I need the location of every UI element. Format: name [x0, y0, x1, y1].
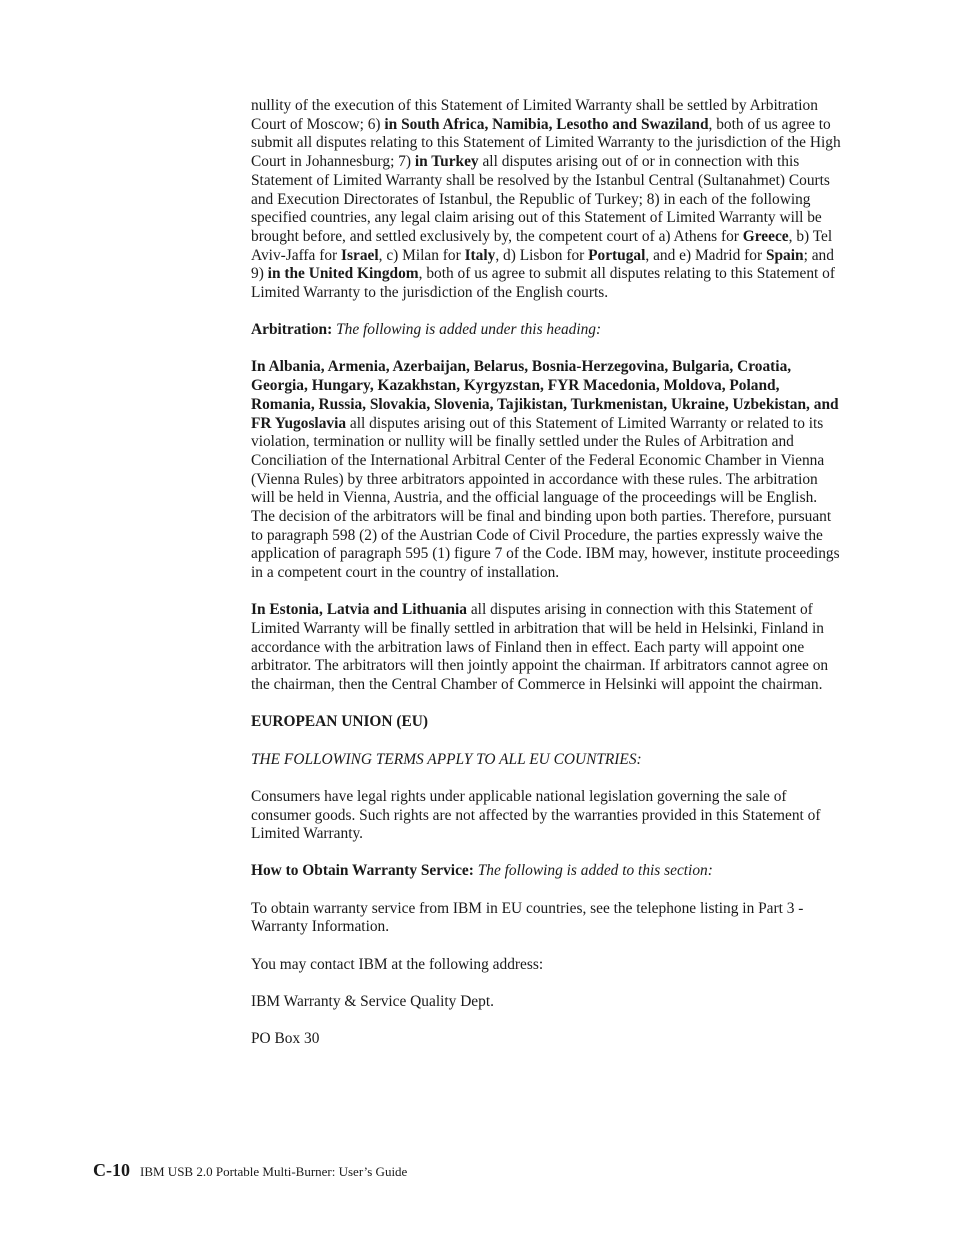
- text-run: , and e) Madrid for: [645, 246, 766, 264]
- text-run: , both of us agree to submit all disputes relating to this Statement of Limited Warranty to the jurisdiction of the High Court in Johannesburg; 7): [251, 115, 841, 171]
- page-footer: [93, 1160, 407, 1181]
- bold-run: in Turkey: [414, 153, 479, 171]
- bold-run: Israel: [341, 246, 379, 264]
- bold-run: Spain: [765, 246, 804, 264]
- text-run: nullity of the execution of this Statement of Limited Warranty shall be settled by Arbitration Court of Moscow; 6): [251, 97, 818, 133]
- arbitration-label: Arbitration:: [251, 321, 333, 339]
- address-line: PO Box 30: [251, 1029, 320, 1047]
- how-to-label: How to Obtain Warranty Service:: [251, 862, 474, 880]
- how-to-note: The following is added to this section:: [477, 862, 713, 880]
- eu-terms-text: THE FOLLOWING TERMS APPLY TO ALL EU COUNTRIES:: [251, 750, 642, 768]
- disputes-paragraph: [251, 97, 843, 303]
- text-run: , b) Tel Aviv-Jaffa for: [251, 227, 833, 264]
- baltic-arbitration-paragraph: [251, 601, 843, 695]
- text-run: ; and 9): [251, 246, 834, 283]
- book-title: IBM USB 2.0 Portable Multi-Burner: User’s Guide: [140, 1164, 408, 1179]
- country-list: In Estonia, Latvia and Lithuania: [251, 601, 467, 619]
- bold-run: Greece: [742, 227, 789, 245]
- arbitration-note: The following is added under this heading:: [336, 321, 602, 339]
- document-body: [251, 97, 843, 1067]
- contact-paragraph: You may contact IBM at the following address:: [251, 955, 544, 973]
- bold-run: in the United Kingdom: [267, 265, 419, 283]
- bold-run: Italy: [464, 246, 496, 264]
- country-list: In Albania, Armenia, Azerbaijan, Belarus, Bosnia-Herzegovina, Bulgaria, Croatia, Georgia, Hungary, Kazakhstan, Kyrgyzstan, FYR Macedonia, Moldova, Poland, Romania, Russia, Slovakia, Slovenia, Tajikistan, Turkmenistan, Ukraine, Uzbekistan, and FR Yugoslavia: [251, 358, 839, 432]
- eu-heading-text: EUROPEAN UNION (EU): [251, 713, 428, 731]
- address-line: IBM Warranty & Service Quality Dept.: [251, 992, 494, 1010]
- eu-heading: [251, 713, 843, 732]
- text-run: , d) Lisbon for: [495, 246, 589, 264]
- bold-run: in South Africa, Namibia, Lesotho and Swaziland: [384, 115, 709, 133]
- text-run: , both of us agree to submit all disputes relating to this Statement of Limited Warranty to the jurisdiction of the English courts.: [251, 265, 835, 302]
- vienna-arbitration-paragraph: [251, 358, 843, 582]
- text-run: all disputes arising out of or in connection with this Statement of Limited Warranty shall be resolved by the Istanbul Central (Sultanahmet) Courts and Execution Directorates of Istanbul, the Republic of Turkey; 8) in each of the following specified countries, any legal claim arising out of this Statement of Limited Warranty will be brought before, and settled exclusively by, the competent court of a) Athens for: [251, 153, 830, 245]
- text-run: all disputes arising out of this Statement of Limited Warranty or related to its violation, termination or nullity will be finally settled under the Rules of Arbitration and Conciliation of the International Arbitral Center of the Federal Economic Chamber in Vienna (Vienna Rules) by three arbitrators appointed in accordance with these rules. The arbitration will be held in Vienna, Austria, and the official language of the proceedings will be English. The decision of the arbitrators will be final and binding upon both parties. Therefore, pursuant to paragraph 598 (2) of the Austrian Code of Civil Procedure, the parties expressly waive the application of paragraph 595 (1) figure 7 of the Code. IBM may, however, institute proceedings in a competent court in the country of installation.: [251, 414, 840, 582]
- consumers-paragraph: Consumers have legal rights under applicable national legislation governing the sale of consumer goods. Such rights are not affected by the warranties provided in this Statement of Limited Warranty.: [251, 787, 821, 843]
- bold-run: Portugal: [588, 246, 646, 264]
- eu-terms-heading: [251, 751, 843, 770]
- how-to-obtain-heading: [251, 862, 843, 881]
- text-run: all disputes arising in connection with this Statement of Limited Warranty will be finally settled in arbitration that will be held in Helsinki, Finland in accordance with the arbitration laws of Finland then in effect. Each party will appoint one arbitrator. The arbitrators will then jointly appoint the chairman. If arbitrators cannot agree on the chairman, then the Central Chamber of Commerce in Helsinki will appoint the chairman.: [251, 601, 829, 694]
- obtain-paragraph: To obtain warranty service from IBM in EU countries, see the telephone listing in Part 3 - Warranty Information.: [251, 899, 804, 936]
- page-number: C-10: [93, 1160, 130, 1180]
- arbitration-heading: [251, 321, 843, 340]
- text-run: , c) Milan for: [378, 246, 465, 264]
